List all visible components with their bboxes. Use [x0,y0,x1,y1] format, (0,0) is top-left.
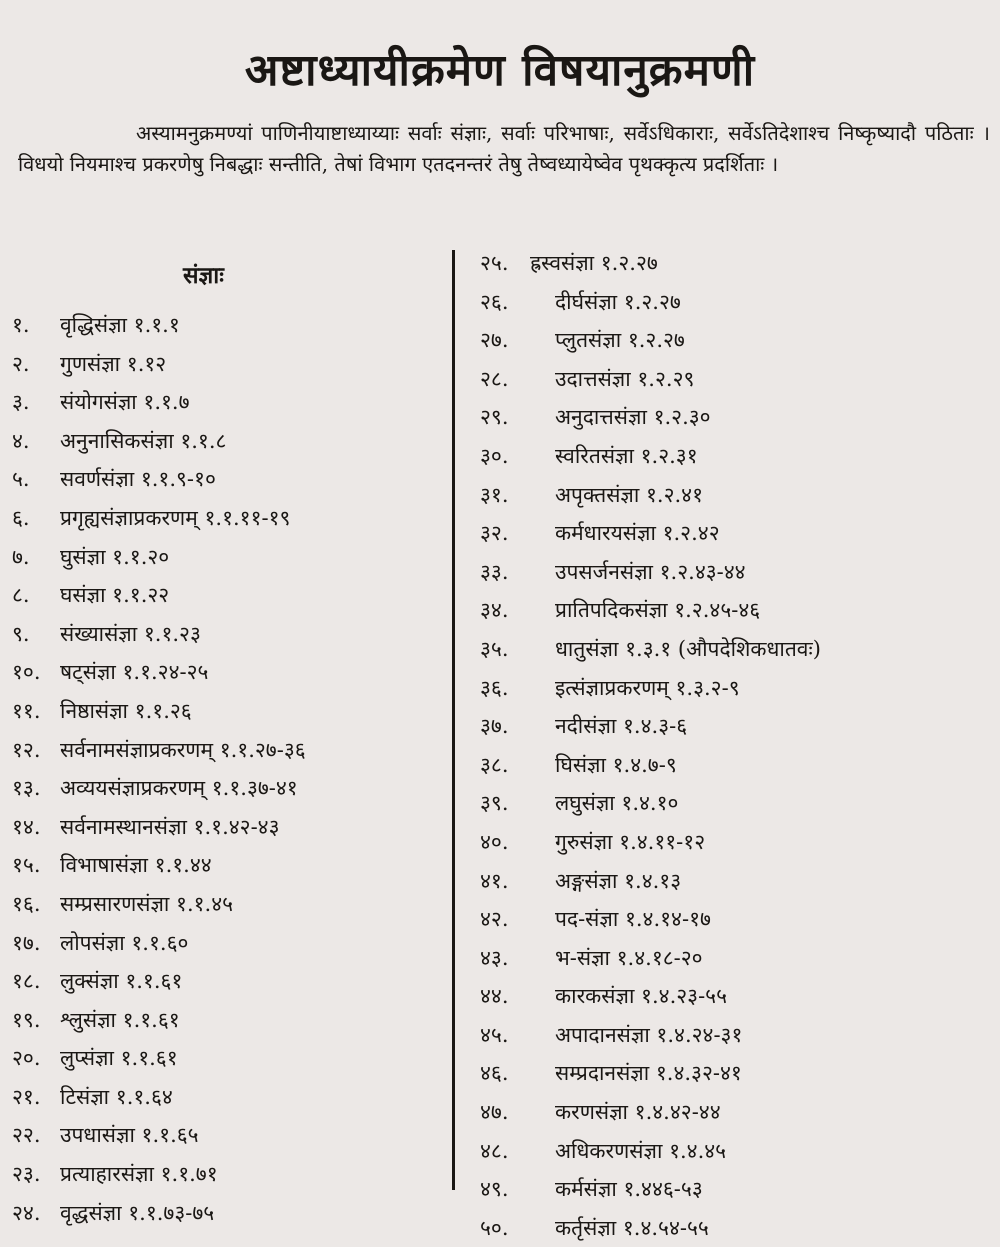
entry-number: ८. [12,583,30,608]
entry-text: प्लुतसंज्ञा १.२.२७ [555,328,685,353]
entry-text: सवर्णसंज्ञा १.१.९-१० [60,467,216,492]
entry-number: ६. [12,505,30,530]
entry-number: २७. [480,328,509,353]
entry-number: ३३. [480,559,509,584]
left-column-list [12,306,442,1232]
list-item [12,460,442,499]
list-item [480,669,995,708]
entry-number: ९. [12,621,30,646]
entry-number: ४९. [480,1177,509,1202]
list-item [480,398,995,437]
list-item [480,553,995,592]
list-item [12,962,442,1001]
list-item [480,784,995,823]
entry-number: ३१. [480,482,509,507]
entry-text: लघुसंज्ञा १.४.१० [555,791,679,816]
list-item [480,1093,995,1132]
entry-text: गुरुसंज्ञा १.४.११-१२ [555,829,706,854]
entry-number: २०. [12,1046,41,1071]
entry-text: अधिकरणसंज्ञा १.४.४५ [555,1138,727,1163]
entry-text: करणसंज्ञा १.४.४२-४४ [555,1100,721,1125]
list-item [12,538,442,577]
list-item [12,731,442,770]
section-heading: संज्ञाः [183,262,224,289]
entry-number: २८. [480,366,509,391]
list-item [480,514,995,553]
intro-paragraph: अस्यामनुक्रमण्यां पाणिनीयाष्टाध्याय्याः सर्वाः संज्ञाः, सर्वाः परिभाषाः, सर्वेऽधिकाराः, सर्वेऽतिदेशाश्च निष्कृष्यादौ पठिताः । विधयो नियमाश्च प्रकरणेषु निबद्धाः सन्तीति, तेषां विभाग एतदनन्तरं तेषु तेष्वध्यायेष्वेव पृथक्कृत्य प्रदर्शिताः । [18,121,990,176]
list-item [12,1001,442,1040]
entry-text: गुणसंज्ञा १.१२ [60,351,167,376]
entry-text: इत्संज्ञाप्रकरणम् १.३.२-९ [555,675,740,700]
list-item [12,1078,442,1117]
entry-number: २४. [12,1200,41,1225]
right-column-list [480,244,995,1247]
entry-text: कर्तृसंज्ञा १.४.५४-५५ [555,1215,709,1240]
entry-text: अव्ययसंज्ञाप्रकरणम् १.१.३७-४१ [60,776,298,801]
entry-text: घुसंज्ञा १.१.२० [60,544,170,569]
entry-number: ४३. [480,945,509,970]
entry-number: २९. [480,405,509,430]
list-item [480,437,995,476]
list-item [12,383,442,422]
entry-number: १२. [12,737,41,762]
entry-text: निष्ठासंज्ञा १.१.२६ [60,698,192,723]
entry-text: स्वरितसंज्ञा १.२.३१ [555,443,698,468]
entry-text: नदीसंज्ञा १.४.३-६ [555,714,688,739]
list-item [480,1209,995,1247]
entry-number: ५०. [480,1215,509,1240]
list-item [480,1054,995,1093]
entry-text: कर्मसंज्ञा १.४४६-५३ [555,1177,703,1202]
entry-text: पद-संज्ञा १.४.१४-१७ [555,907,711,932]
entry-number: ३५. [480,636,509,661]
entry-text: टिसंज्ञा १.१.६४ [60,1084,173,1109]
entry-number: ३२. [480,521,509,546]
entry-text: अनुदात्तसंज्ञा १.२.३० [555,405,711,430]
entry-text: विभाषासंज्ञा १.१.४४ [60,853,212,878]
entry-number: ४५. [480,1022,509,1047]
entry-text: प्रगृह्यसंज्ञाप्रकरणम् १.१.११-१९ [60,505,291,530]
list-item [12,769,442,808]
entry-number: १४. [12,814,41,839]
entry-text: सर्वनामसंज्ञाप्रकरणम् १.१.२७-३६ [60,737,306,762]
entry-number: ५. [12,467,30,492]
entry-text: अनुनासिकसंज्ञा १.१.८ [60,428,227,453]
entry-number: ३०. [480,443,509,468]
entry-number: १०. [12,660,41,685]
entry-number: ४१. [480,868,509,893]
entry-text: ह्रस्वसंज्ञा १.२.२७ [530,251,658,275]
entry-text: उपसर्जनसंज्ञा १.२.४३-४४ [555,559,746,584]
list-item [12,306,442,345]
entry-text: भ-संज्ञा १.४.१८-२० [555,945,703,970]
entry-text: लुक्संज्ञा १.१.६१ [60,969,183,994]
list-item [480,283,995,322]
entry-number: ३८. [480,752,509,777]
entry-text: प्रत्याहारसंज्ञा १.१.७१ [60,1162,218,1187]
list-item [12,924,442,963]
list-item [12,499,442,538]
list-item [480,1170,995,1209]
entry-text: अपादानसंज्ञा १.४.२४-३१ [555,1022,743,1047]
entry-number: १५. [12,853,41,878]
list-item [480,1016,995,1055]
list-item [480,591,995,630]
entry-text: सम्प्रदानसंज्ञा १.४.३२-४१ [555,1061,742,1086]
list-item [480,321,995,360]
entry-number: २६. [480,289,509,314]
list-item [480,746,995,785]
list-item [12,1116,442,1155]
entry-text: सम्प्रसारणसंज्ञा १.१.४५ [60,891,234,916]
entry-number: १३. [12,776,41,801]
entry-number: ३६. [480,675,509,700]
entry-number: ३. [12,390,30,415]
list-item [12,808,442,847]
list-item [12,1155,442,1194]
entry-number: ४८. [480,1138,509,1163]
list-item [480,862,995,901]
entry-number: १८. [12,969,41,994]
list-item [480,630,995,669]
column-divider [452,250,455,1190]
list-item [480,476,995,515]
entry-text: घसंज्ञा १.१.२२ [60,583,170,608]
entry-number: २५. [480,251,509,275]
entry-number: ४०. [480,829,509,854]
list-item [12,846,442,885]
entry-text: दीर्घसंज्ञा १.२.२७ [555,289,681,314]
list-item [480,244,995,283]
list-item [480,823,995,862]
entry-text: वृद्धसंज्ञा १.१.७३-७५ [60,1200,215,1225]
entry-text: वृद्धिसंज्ञा १.१.१ [60,313,180,337]
page-title: अष्टाध्यायीक्रमेण विषयानुक्रमणी [244,45,756,96]
entry-number: ३७. [480,714,509,739]
entry-text: धातुसंज्ञा १.३.१ (औपदेशिकधातवः) [555,636,821,661]
entry-number: ४७. [480,1100,509,1125]
entry-text: प्रातिपदिकसंज्ञा १.२.४५-४६ [555,598,761,623]
entry-number: २१. [12,1084,41,1109]
entry-number: ७. [12,544,30,569]
entry-number: ४६. [480,1061,509,1086]
list-item [12,615,442,654]
entry-text: संख्यासंज्ञा १.१.२३ [60,621,201,646]
entry-text: लोपसंज्ञा १.१.६० [60,930,189,955]
list-item [12,345,442,384]
entry-text: संयोगसंज्ञा १.१.७ [60,390,190,415]
entry-text: घिसंज्ञा १.४.७-९ [555,752,677,777]
list-item [480,939,995,978]
entry-number: ३४. [480,598,509,623]
entry-text: लुप्संज्ञा १.१.६१ [60,1046,178,1071]
list-item [480,1132,995,1171]
entry-number: १. [12,313,30,337]
list-item [480,707,995,746]
entry-number: ४४. [480,984,509,1009]
entry-text: षट्संज्ञा १.१.२४-२५ [60,660,209,685]
entry-text: कर्मधारयसंज्ञा १.२.४२ [555,521,720,546]
list-item [480,977,995,1016]
list-item [12,1039,442,1078]
entry-number: ४. [12,428,30,453]
list-item [12,422,442,461]
entry-text: उदात्तसंज्ञा १.२.२९ [555,366,695,391]
entry-text: उपधासंज्ञा १.१.६५ [60,1123,199,1148]
entry-text: सर्वनामस्थानसंज्ञा १.१.४२-४३ [60,814,280,839]
list-item [480,900,995,939]
list-item [12,885,442,924]
entry-number: ३९. [480,791,509,816]
list-item [12,576,442,615]
entry-number: १९. [12,1007,41,1032]
list-item [480,360,995,399]
list-item [12,692,442,731]
list-item [12,1194,442,1233]
entry-number: २२. [12,1123,41,1148]
entry-number: १७. [12,930,41,955]
entry-number: २३. [12,1162,41,1187]
entry-number: १६. [12,891,41,916]
entry-text: श्लुसंज्ञा १.१.६१ [60,1007,180,1032]
entry-number: ४२. [480,907,509,932]
entry-text: कारकसंज्ञा १.४.२३-५५ [555,984,728,1009]
list-item [12,653,442,692]
entry-number: ११. [12,698,41,723]
entry-text: अपृक्तसंज्ञा १.२.४१ [555,482,703,507]
entry-number: २. [12,351,30,376]
entry-text: अङ्गसंज्ञा १.४.१३ [555,868,682,893]
